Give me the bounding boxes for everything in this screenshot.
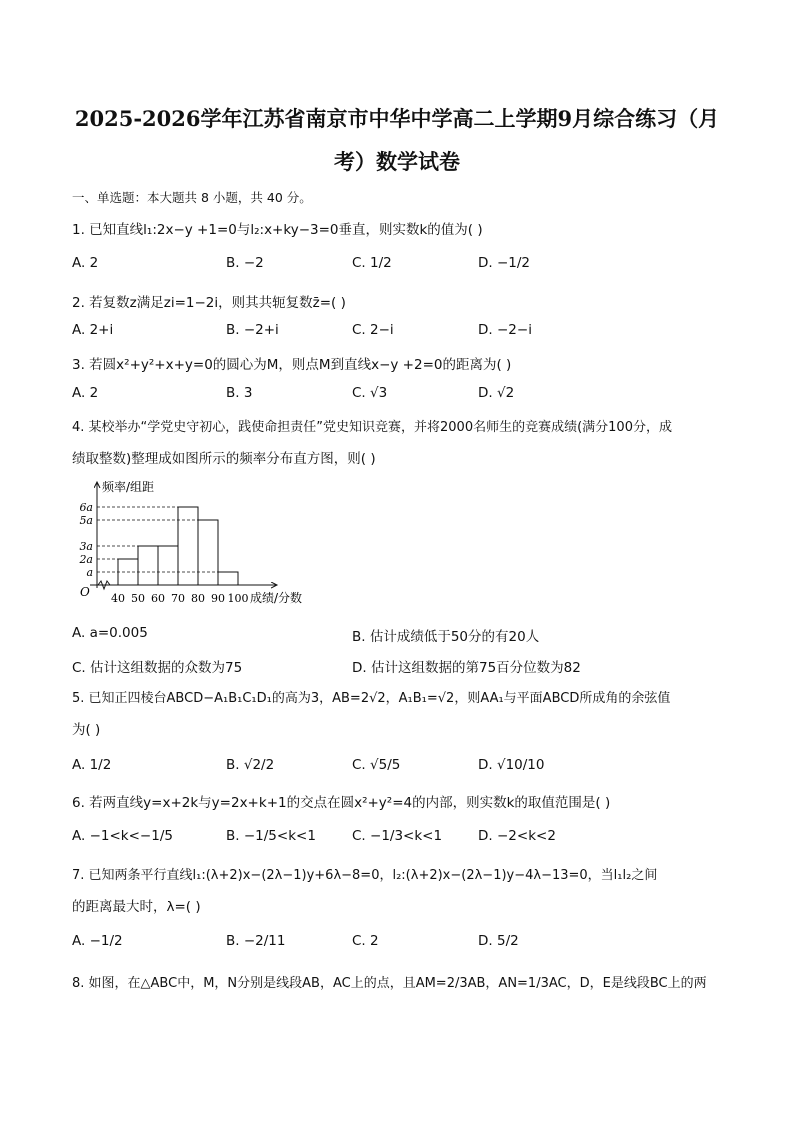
- q6-option-d: D. −2<k<2: [478, 828, 556, 844]
- q3-option-c: C. √3: [352, 385, 388, 401]
- q7-option-b: B. −2/11: [226, 933, 286, 949]
- q4-stem-line1: 4. 某校举办“学党史守初心，践使命担责任”党史知识竞赛，并将2000名师生的竞赛成绩(满分100分，成: [72, 420, 672, 435]
- histogram-bar: [198, 520, 218, 585]
- q5-stem-line2: 为( ): [72, 722, 101, 738]
- q5-option-a: A. 1/2: [72, 757, 112, 773]
- x-tick-label: 70: [171, 592, 185, 605]
- q2-option-c: C. 2−i: [352, 322, 394, 338]
- y-tick-label: 6a: [79, 501, 93, 514]
- q4-option-a: A. a=0.005: [72, 625, 148, 641]
- q7-stem-line1: 7. 已知两条平行直线l₁:(λ+2)x−(2λ−1)y+6λ−8=0，l₂:(λ+2)x−(2λ−1)y−4λ−13=0，当l₁l₂之间: [72, 868, 658, 883]
- q5-stem-line1: 5. 已知正四棱台ABCD−A₁B₁C₁D₁的高为3，AB=2√2，A₁B₁=√2，则AA₁与平面ABCD所成角的余弦值: [72, 691, 671, 706]
- q5-option-b: B. √2/2: [226, 757, 275, 773]
- histogram-bar: [138, 546, 158, 585]
- histogram-bar: [178, 507, 198, 585]
- q1-option-a: A. 2: [72, 255, 99, 271]
- x-tick-label: 60: [151, 592, 165, 605]
- histogram-bar: [218, 572, 238, 585]
- x-tick-label: 100: [227, 592, 249, 605]
- section-heading: 一、单选题：本大题共 8 小题，共 40 分。: [72, 190, 312, 205]
- q6-option-a: A. −1<k<−1/5: [72, 828, 173, 844]
- q4-option-b: B. 估计成绩低于50分的有20人: [352, 629, 540, 645]
- q3-option-b: B. 3: [226, 385, 253, 401]
- histogram-bar: [158, 546, 178, 585]
- q6-option-b: B. −1/5<k<1: [226, 828, 316, 844]
- y-tick-label: 3a: [79, 540, 93, 553]
- q7-option-d: D. 5/2: [478, 933, 519, 949]
- q4-option-d: D. 估计这组数据的第75百分位数为82: [352, 660, 581, 676]
- q1-stem: 1. 已知直线l₁:2x−y +1=0与l₂:x+ky−3=0垂直，则实数k的值为( ): [72, 222, 483, 238]
- q7-stem-line2: 的距离最大时，λ=( ): [72, 899, 201, 915]
- y-axis-label: 频率/组距: [102, 480, 155, 494]
- frequency-histogram: [72, 478, 322, 608]
- q1-option-b: B. −2: [226, 255, 264, 271]
- x-tick-label: 80: [191, 592, 205, 605]
- q8-stem: 8. 如图，在△ABC中，M，N分别是线段AB，AC上的点，且AM=2/3AB，AN=1/3AC，D，E是线段BC上的两: [72, 976, 707, 991]
- q6-option-c: C. −1/3<k<1: [352, 828, 443, 844]
- q2-option-d: D. −2−i: [478, 322, 532, 338]
- q7-option-a: A. −1/2: [72, 933, 123, 949]
- q2-option-a: A. 2+i: [72, 322, 114, 338]
- x-tick-label: 40: [111, 592, 125, 605]
- q1-option-c: C. 1/2: [352, 255, 392, 271]
- doc-title-line1: 2025-2026学年江苏省南京市中华中学高二上学期9月综合练习（月: [74, 106, 720, 131]
- q2-option-b: B. −2+i: [226, 322, 279, 338]
- q4-option-c: C. 估计这组数据的众数为75: [72, 660, 243, 676]
- origin-label: O: [80, 585, 90, 599]
- x-tick-label: 90: [211, 592, 225, 605]
- q3-option-d: D. √2: [478, 385, 515, 401]
- q2-stem: 2. 若复数z满足zi=1−2i，则其共轭复数z̄=( ): [72, 295, 346, 311]
- q4-stem-line2: 绩取整数)整理成如图所示的频率分布直方图，则( ): [72, 451, 376, 467]
- y-tick-label: 2a: [79, 553, 93, 566]
- q5-option-d: D. √10/10: [478, 757, 545, 773]
- y-tick-label: a: [86, 566, 93, 579]
- x-axis-label: 成绩/分数: [250, 591, 303, 605]
- y-tick-label: 5a: [79, 514, 93, 527]
- x-tick-label: 50: [131, 592, 145, 605]
- q1-option-d: D. −1/2: [478, 255, 531, 271]
- q3-stem: 3. 若圆x²+y²+x+y=0的圆心为M，则点M到直线x−y +2=0的距离为( ): [72, 357, 512, 373]
- q3-option-a: A. 2: [72, 385, 99, 401]
- q7-option-c: C. 2: [352, 933, 379, 949]
- q6-stem: 6. 若两直线y=x+2k与y=2x+k+1的交点在圆x²+y²=4的内部，则实数k的取值范围是( ): [72, 795, 611, 811]
- q5-option-c: C. √5/5: [352, 757, 401, 773]
- doc-title-line2: 考）数学试卷: [334, 149, 460, 174]
